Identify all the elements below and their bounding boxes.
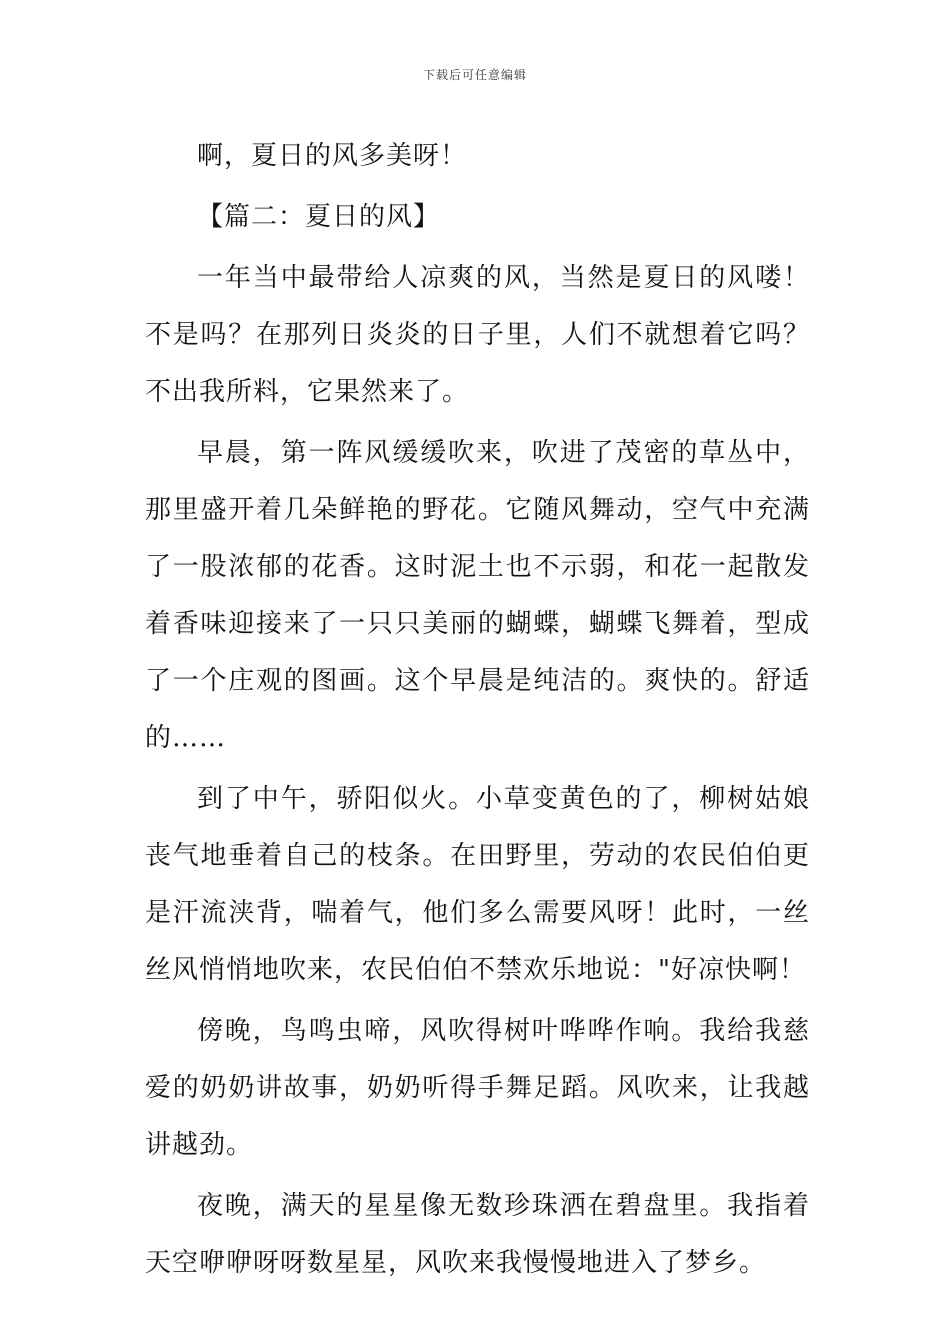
paragraph-7: 夜晚，满天的星星像无数珍珠洒在碧盘里。我指着天空咿咿呀呀数星星，风吹来我慢慢地进入了梦乡。 (145, 1191, 810, 1278)
paragraph-5: 到了中午，骄阳似火。小草变黄色的了，柳树姑娘丧气地垂着自己的枝条。在田野里，劳动的农民伯伯更是汗流浃背，喘着气，他们多么需要风呀！此时，一丝丝风悄悄地吹来，农民伯伯不禁欢乐地说："好凉快啊！ (145, 784, 810, 985)
page-header: 下载后可任意编辑 (422, 68, 527, 82)
paragraph-4: 早晨，第一阵风缓缓吹来，吹进了茂密的草丛中，那里盛开着几朵鲜艳的野花。它随风舞动，空气中充满了一股浓郁的花香。这时泥土也不示弱，和花一起散发着香味迎接来了一只只美丽的蝴蝶，蝴蝶飞舞着，型成了一个庄观的图画。这个早晨是纯洁的。爽快的。舒适的…… (145, 438, 810, 753)
document-body (145, 128, 810, 1296)
paragraph-1: 啊，夏日的风多美呀！ (197, 141, 468, 171)
paragraph-3: 一年当中最带给人凉爽的风，当然是夏日的风喽！不是吗？在那列日炎炎的日子里，人们不就想着它吗？不出我所料，它果然来了。 (145, 263, 810, 407)
section-heading: 【篇二：夏日的风】 (197, 202, 441, 232)
paragraph-6: 傍晚，鸟鸣虫啼，风吹得树叶哗哗作响。我给我慈爱的奶奶讲故事，奶奶听得手舞足蹈。风吹来，让我越讲越劲。 (145, 1016, 810, 1160)
